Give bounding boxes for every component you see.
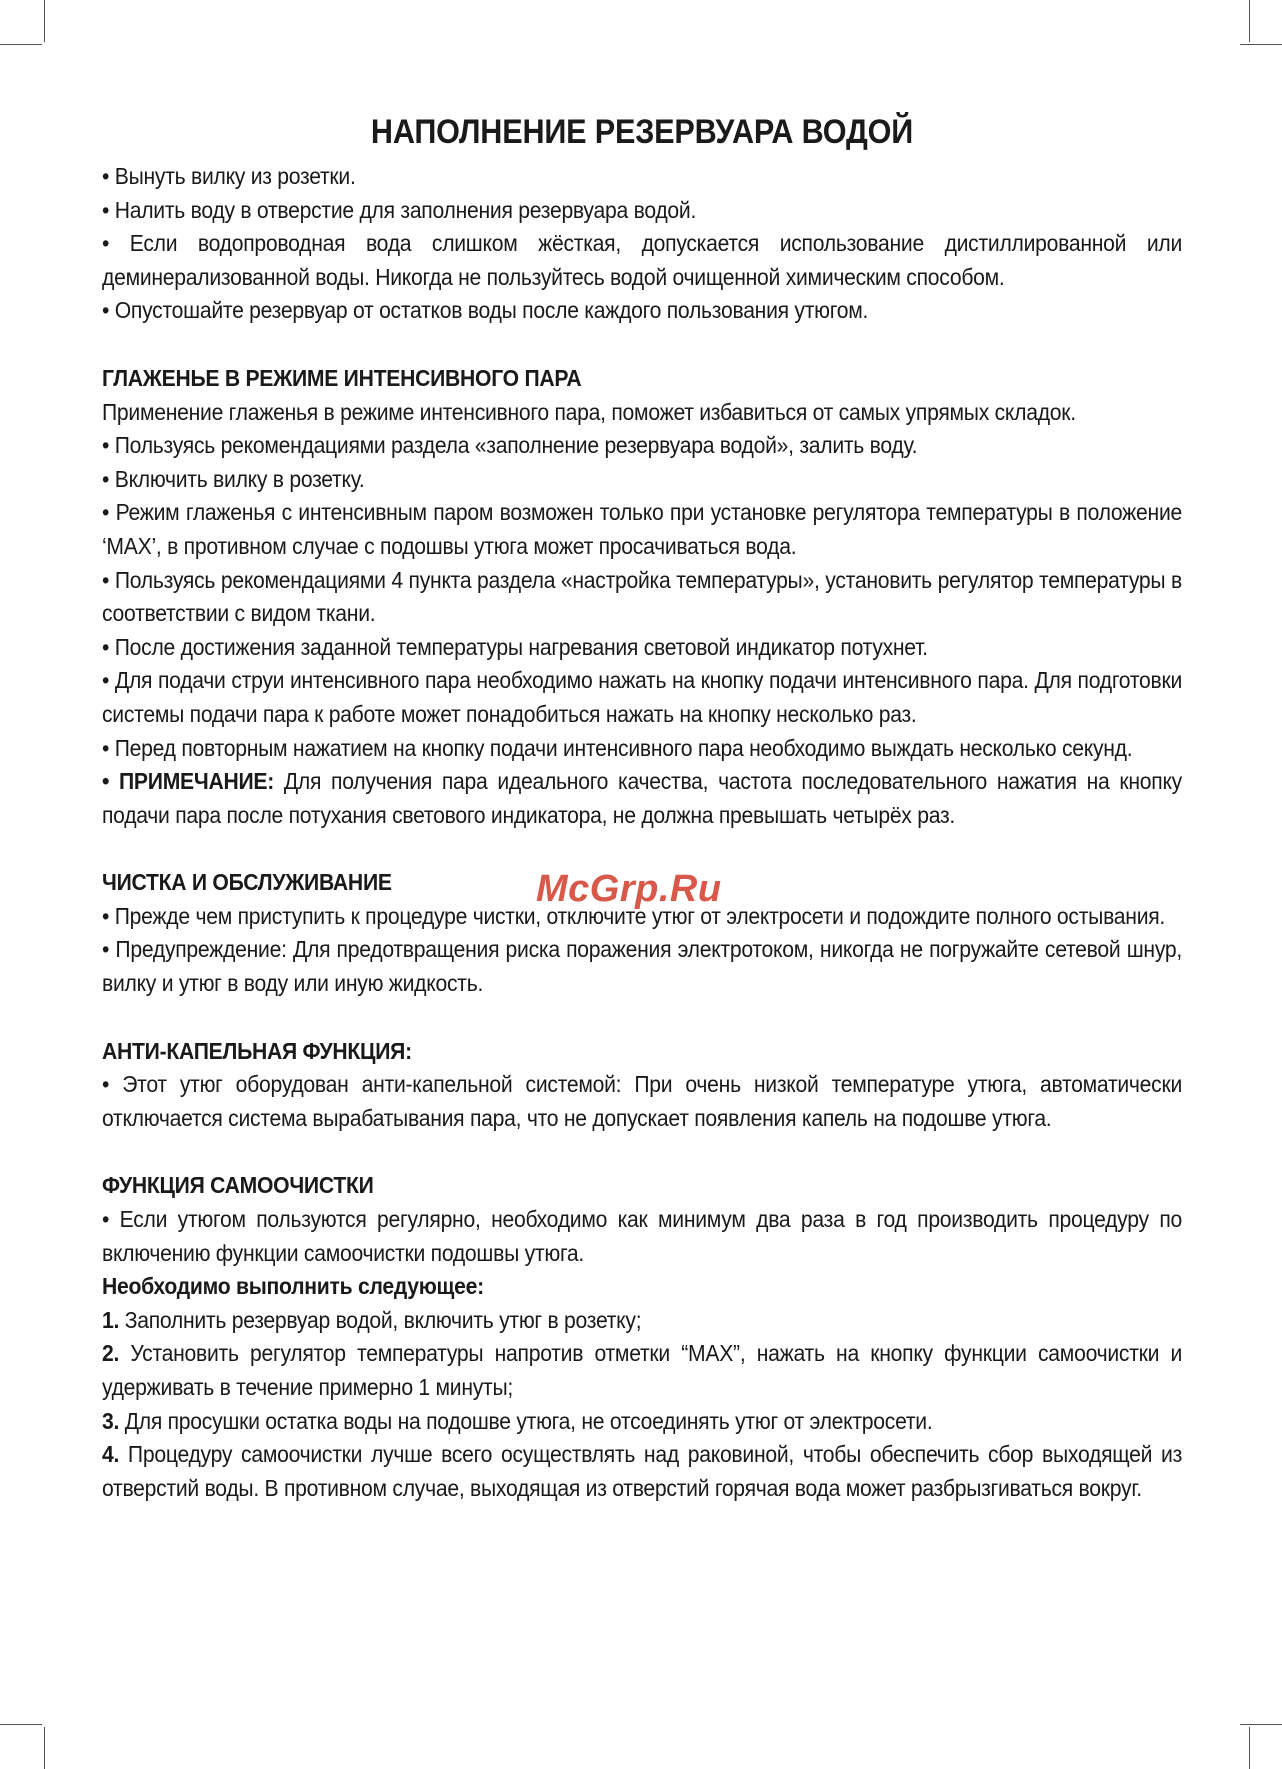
step-item [102, 1304, 1182, 1338]
paragraph: Применение глаженья в режиме интенсивного пара, поможет избавиться от самых упрямых складок. [102, 398, 1076, 425]
section-selfclean [102, 1169, 1182, 1505]
paragraph: • Пользуясь рекомендациями раздела «заполнение резервуара водой», залить воду. [102, 432, 918, 459]
crop-mark [0, 1724, 42, 1725]
section-heading: ГЛАЖЕНЬЕ В РЕЖИМЕ ИНТЕНСИВНОГО ПАРА [102, 364, 582, 391]
note-bullet: • [102, 768, 119, 795]
crop-mark [44, 0, 45, 42]
section-steam [102, 362, 1182, 832]
step-number: 1. [102, 1306, 120, 1333]
section-antidrip [102, 1035, 1182, 1136]
document-page [102, 108, 1182, 1505]
crop-mark [1249, 1727, 1250, 1769]
note-label: ПРИМЕЧАНИЕ: [118, 768, 275, 795]
paragraph: • Для подачи струи интенсивного пара необходимо нажать на кнопку подачи интенсивного пара. Для подготовки системы подачи пара к работе может понадобиться нажать на кнопку несколько раз. [102, 667, 1182, 727]
step-number: 4. [102, 1441, 120, 1468]
step-item [102, 1405, 1182, 1439]
step-text: Заполнить резервуар водой, включить утюг в розетку; [119, 1306, 642, 1333]
step-text: Процедуру самоочистки лучше всего осуществлять над раковиной, чтобы обеспечить сбор выходящей из отверстий воды. В противном случае, выходящая из отверстий горячая вода может разбрызгиваться вокруг. [102, 1441, 1183, 1501]
subheading-text: Необходимо выполнить следующее: [102, 1273, 484, 1300]
step-text: Для просушки остатка воды на подошве утюга, не отсоединять утюг от электросети. [119, 1407, 933, 1434]
crop-mark [1240, 1724, 1282, 1725]
paragraph: • Опустошайте резервуар от остатков воды после каждого пользования утюгом. [102, 297, 869, 324]
paragraph: • Перед повторным нажатием на кнопку подачи интенсивного пара необходимо выждать несколько секунд. [102, 734, 1133, 761]
paragraph: • Предупреждение: Для предотвращения риска поражения электротоком, никогда не погружайте сетевой шнур, вилку и утюг в воду или иную жидкость. [102, 936, 1182, 997]
crop-mark [44, 1727, 45, 1769]
watermark: McGrp.Ru [536, 868, 722, 910]
paragraph: • Если водопроводная вода слишком жёсткая, допускается использование дистиллированной или деминерализованной воды. Никогда не пользуйтесь водой очищенной химическим способом. [102, 230, 1182, 290]
paragraph: • Пользуясь рекомендациями 4 пункта раздела «настройка температуры», установить регулятор температуры в соответствии с видом ткани. [102, 566, 1182, 627]
section-heading: АНТИ-КАПЕЛЬНАЯ ФУНКЦИЯ: [102, 1037, 412, 1064]
section-heading: ЧИСТКА И ОБСЛУЖИВАНИЕ [102, 869, 392, 896]
step-item [102, 1438, 1182, 1505]
page-title: НАПОЛНЕНИЕ РЕЗЕРВУАРА ВОДОЙ [370, 113, 914, 151]
note-paragraph [102, 765, 1182, 832]
paragraph: • Налить воду в отверстие для заполнения резервуара водой. [102, 196, 697, 223]
step-text: Установить регулятор температуры напротив отметки “MAX”, нажать на кнопку функции самоочистки и удерживать в течение примерно 1 минуты; [102, 1340, 1183, 1400]
step-number: 2. [102, 1340, 120, 1367]
crop-mark [1240, 44, 1282, 45]
paragraph: • Включить вилку в розетку. [102, 465, 365, 492]
section-heading: ФУНКЦИЯ САМООЧИСТКИ [102, 1172, 374, 1199]
section-filling [102, 160, 1182, 328]
crop-mark [1249, 0, 1250, 42]
step-item [102, 1337, 1182, 1404]
crop-mark [0, 44, 42, 45]
paragraph: • Прежде чем приступить к процедуре чистки, отключите утюг от электросети и подождите полного остывания. [102, 902, 1166, 929]
note-text: Для получения пара идеального качества, частота последовательного нажатия на кнопку подачи пара после потухания светового индикатора, не должна превышать четырёх раз. [102, 768, 1182, 828]
paragraph: • После достижения заданной температуры нагревания световой индикатор потухнет. [102, 633, 928, 660]
paragraph: • Этот утюг оборудован анти-капельной системой: При очень низкой температуре утюга, автоматически отключается система вырабатывания пара, что не допускает появления капель на подошве утюга. [102, 1071, 1182, 1131]
step-number: 3. [102, 1407, 120, 1434]
paragraph: • Если утюгом пользуются регулярно, необходимо как минимум два раза в год производить процедуру по включению функции самоочистки подошвы утюга. [102, 1206, 1182, 1266]
paragraph: • Вынуть вилку из розетки. [102, 163, 356, 189]
paragraph: • Режим глаженья с интенсивным паром возможен только при установке регулятора температуры в положение ‘MAX’, в противном случае с подошвы утюга может просачиваться вода. [102, 499, 1182, 559]
subheading [102, 1270, 1182, 1304]
